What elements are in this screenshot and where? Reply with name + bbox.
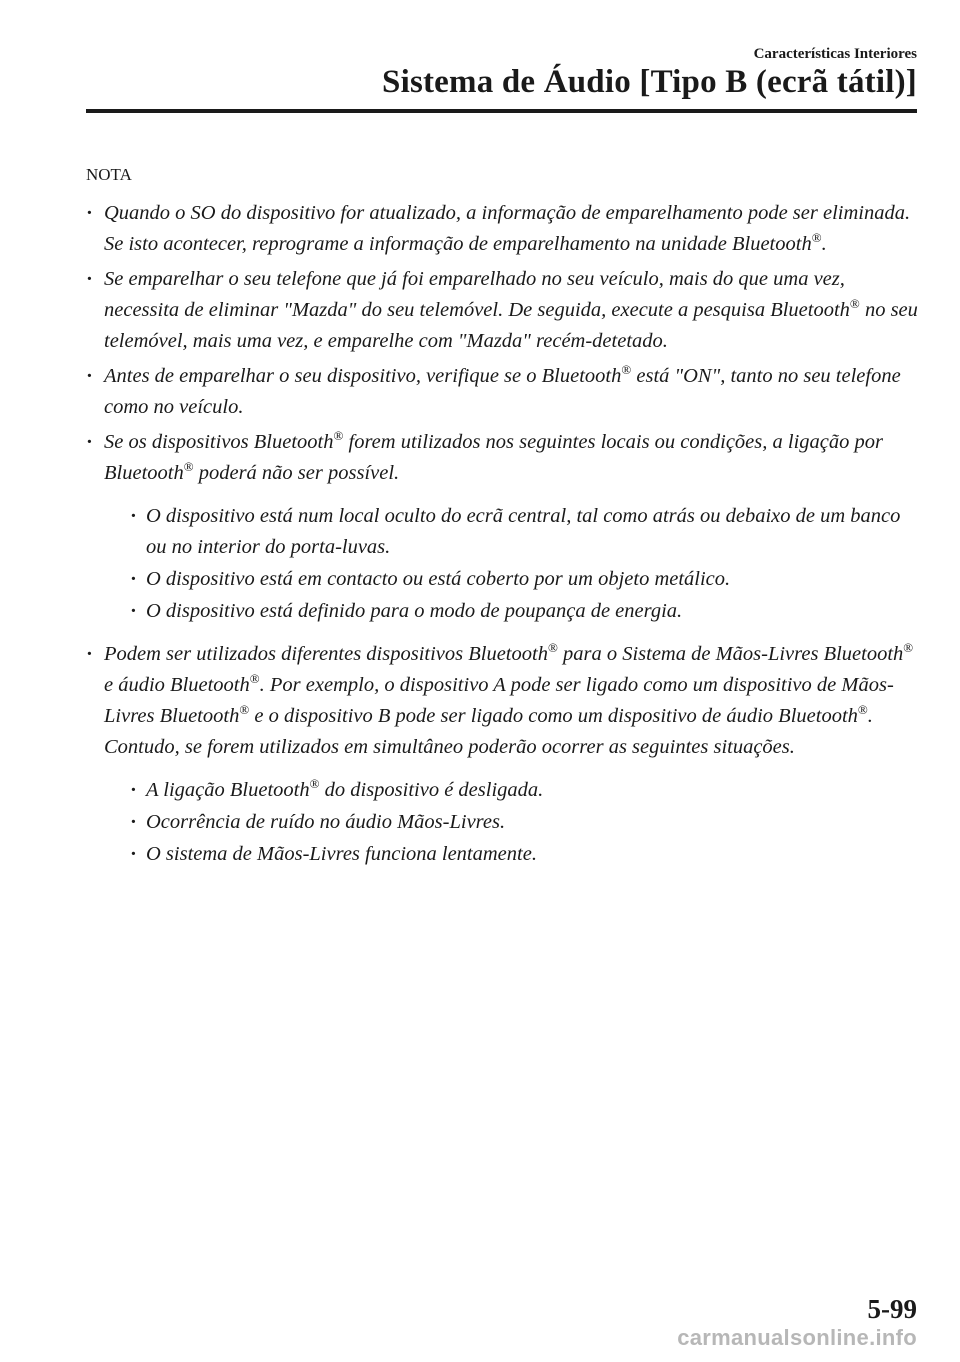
registered-mark: ®: [849, 296, 860, 312]
header-section-label: Características Interiores: [753, 46, 917, 62]
note-item: · Se emparelhar o seu telefone que já foi emparelhado no seu veículo, mais do que uma vez, necessita de eliminar "Mazda" do seu telemóvel. De seguida, execute a pesquisa Bluetooth® no seu telemóvel, mais uma vez, e emparelhe com "Mazda" recém-detetado.: [84, 264, 924, 357]
registered-mark: ®: [811, 230, 822, 246]
registered-mark: ®: [857, 702, 868, 718]
sub-list-item: · Ocorrência de ruído no áudio Mãos-Livres.: [128, 807, 924, 838]
note-item: · Antes de emparelhar o seu dispositivo, verifique se o Bluetooth® está "ON", tanto no seu telefone como no veículo.: [84, 361, 924, 423]
page-title: Sistema de Áudio [Tipo B (ecrã tátil)]: [382, 64, 917, 100]
registered-mark: ®: [621, 362, 632, 378]
sub-list: [84, 775, 924, 870]
registered-mark: ®: [309, 776, 320, 792]
sub-list-item: · O dispositivo está num local oculto do ecrã central, tal como atrás ou debaixo de um banco ou no interior do porta-luvas.: [128, 501, 924, 563]
note-heading: NOTA: [86, 165, 132, 184]
registered-mark: ®: [547, 640, 558, 656]
registered-mark: ®: [239, 702, 250, 718]
sub-list-item: · A ligação Bluetooth® do dispositivo é desligada.: [128, 775, 924, 806]
watermark: carmanualsonline.info: [677, 1325, 917, 1350]
registered-mark: ®: [903, 640, 914, 656]
sub-list: [84, 501, 924, 627]
registered-mark: ®: [249, 671, 260, 687]
header-rule: [86, 109, 917, 113]
sub-list-item: · O dispositivo está definido para o modo de poupança de energia.: [128, 596, 924, 627]
note-item: · Quando o SO do dispositivo for atualizado, a informação de emparelhamento pode ser eliminada. Se isto acontecer, reprograme a informação de emparelhamento na unidade Bluetooth®.: [84, 198, 924, 260]
sub-list-item: · O sistema de Mãos-Livres funciona lentamente.: [128, 839, 924, 870]
sub-list-item: · O dispositivo está em contacto ou está coberto por um objeto metálico.: [128, 564, 924, 595]
registered-mark: ®: [183, 459, 194, 475]
registered-mark: ®: [333, 428, 344, 444]
note-list: [84, 198, 924, 882]
note-item: · Podem ser utilizados diferentes dispositivos Bluetooth® para o Sistema de Mãos-Livres Bluetooth® e áudio Bluetooth®. Por exemplo, o dispositivo A pode ser ligado como um dispositivo de Mãos-Livres Bluetooth® e o dispositivo B pode ser ligado como um dispositivo de áudio Bluetooth®. Contudo, se forem utilizados em simultâneo poderão ocorrer as seguintes situações.: [84, 639, 924, 763]
page-number: 5-99: [867, 1294, 917, 1324]
note-item: · Se os dispositivos Bluetooth® forem utilizados nos seguintes locais ou condições, a ligação por Bluetooth® poderá não ser possível.: [84, 427, 924, 489]
